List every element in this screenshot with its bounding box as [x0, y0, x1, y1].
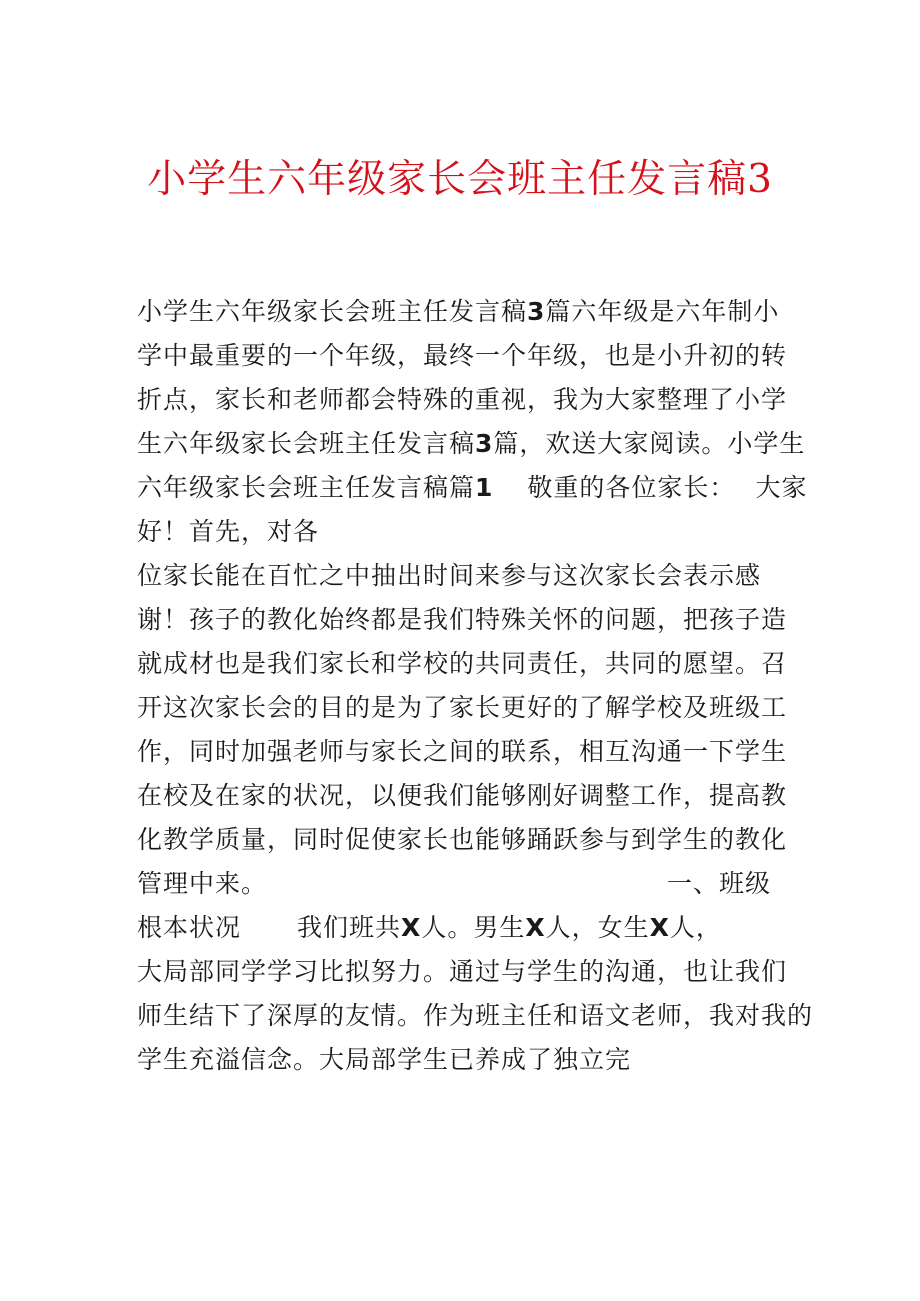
text-run: 作，同时加强老师与家长之间的联系，相互沟通一下学生: [137, 737, 788, 766]
text-run: 化教学质量，同时促使家长也能够踊跃参与到学生的教化: [137, 825, 788, 854]
text-run-bold: 3: [527, 297, 546, 326]
text-line: [137, 994, 814, 1038]
text-run: 根本状况: [137, 913, 242, 942]
text-line: [137, 1038, 797, 1082]
text-run-bold: 3: [475, 429, 494, 458]
text-run: 谢！孩子的教化始终都是我们特殊关怀的问题，把孩子造: [137, 605, 788, 634]
text-run: 学中最重要的一个年级，最终一个年级，也是小升初的转: [137, 341, 788, 370]
text-run: 好！首先，对各: [137, 517, 320, 546]
text-run: 人。男生: [421, 913, 526, 942]
body-text: [137, 290, 814, 1082]
text-run: 学生充溢信念。大局部学生已养成了独立完: [137, 1045, 632, 1074]
text-run: 我们班共: [297, 913, 402, 942]
text-run: 小学生六年级家长会班主任发言稿: [137, 297, 528, 326]
text-run: 在校及在家的状况，以便我们能够刚好调整工作，提高教: [137, 781, 788, 810]
section-heading: 一、班级: [667, 869, 772, 898]
text-run: 管理中来。: [137, 869, 268, 898]
text-line: [137, 774, 797, 818]
text-line: [137, 290, 797, 334]
text-line: [137, 686, 797, 730]
text-run: 大局部同学学习比拟努力。通过与学生的沟通，也让我们: [137, 957, 788, 986]
text-run-bold: 1: [475, 473, 494, 502]
text-run: 师生结下了深厚的友情。作为班主任和语文老师，我对我的: [137, 1001, 814, 1030]
text-line: [137, 554, 797, 598]
text-run-bold: X: [401, 913, 422, 942]
text-run-bold: X: [649, 913, 670, 942]
text-run-bold: X: [525, 913, 546, 942]
text-line: [137, 510, 797, 554]
text-line: [137, 950, 797, 994]
page-title: 小学生六年级家长会班主任发言稿3: [147, 157, 773, 202]
text-run: 折点，家长和老师都会特殊的重视，我为大家整理了小学: [137, 385, 788, 414]
text-run: 人，女生: [545, 913, 650, 942]
text-run: 开这次家长会的目的是为了家长更好的了解学校及班级工: [137, 693, 788, 722]
text-line: [137, 818, 797, 862]
text-line: [137, 642, 797, 686]
text-run: 就成材也是我们家长和学校的共同责任，共同的愿望。召: [137, 649, 788, 678]
text-run: 生六年级家长会班主任发言稿: [137, 429, 476, 458]
text-line: [137, 598, 797, 642]
text-run: 位家长能在百忙之中抽出时间来参与这次家长会表示感: [137, 561, 762, 590]
text-line: [137, 466, 808, 510]
text-run: 篇六年级是六年制小: [545, 297, 780, 326]
text-run: 敬重的各位家长：: [527, 473, 736, 502]
text-line: [137, 862, 797, 906]
text-line: [137, 334, 797, 378]
text-line: [137, 906, 797, 950]
text-line: [137, 730, 797, 774]
text-run: 六年级家长会班主任发言稿篇: [137, 473, 476, 502]
text-line: [137, 422, 806, 466]
text-line: [137, 378, 797, 422]
text-run: 大家: [755, 473, 808, 502]
text-run: 篇，欢送大家阅读。小学生: [493, 429, 806, 458]
text-run: 人，: [669, 913, 722, 942]
